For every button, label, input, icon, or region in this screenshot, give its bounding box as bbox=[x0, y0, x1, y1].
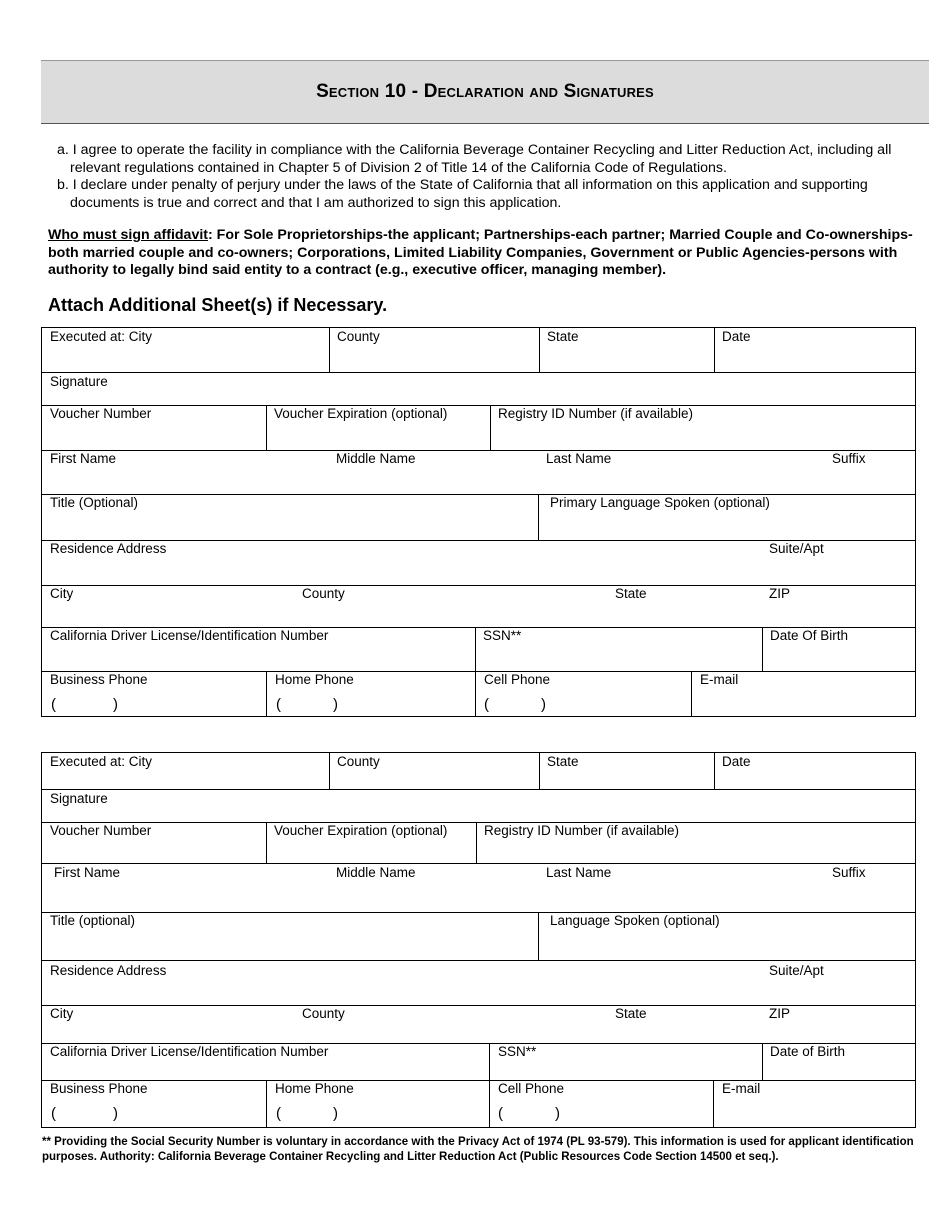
form2-business-phone-label: Business Phone bbox=[50, 1081, 148, 1096]
declaration-a: a. I agree to operate the facility in compliance with the California Beverage Container Recycling and Litter Reduction Act, including all relevant regulations contained in Chapter 5 of Division 2 of Title 14 of the California Code of Regulations. bbox=[57, 142, 892, 176]
form2-title-label: Title (optional) bbox=[50, 913, 136, 928]
form1-license-field[interactable] bbox=[42, 628, 475, 671]
form2-row-title bbox=[42, 913, 915, 961]
form1-row-voucher bbox=[42, 406, 915, 451]
form1-state2-label: State bbox=[615, 586, 647, 601]
section-header bbox=[41, 60, 929, 124]
form1-signature-field[interactable] bbox=[42, 373, 915, 406]
form2-title-field[interactable] bbox=[42, 913, 538, 960]
form1-voucher-expiration-label: Voucher Expiration (optional) bbox=[274, 406, 448, 421]
form1-row-title bbox=[42, 495, 915, 541]
form2-cell-paren-open: ( bbox=[498, 1105, 503, 1122]
form2-cell-phone-label: Cell Phone bbox=[498, 1081, 565, 1096]
form2-business-paren-open: ( bbox=[51, 1105, 56, 1122]
form2-name-field[interactable] bbox=[42, 864, 915, 913]
form2-email-field[interactable] bbox=[713, 1081, 915, 1127]
form1-registry-id-label: Registry ID Number (if available) bbox=[498, 406, 694, 421]
form2-state-field[interactable] bbox=[539, 753, 714, 789]
form1-signature-label: Signature bbox=[50, 374, 108, 389]
form2-home-paren-close: ) bbox=[333, 1105, 338, 1122]
form2-residence-field[interactable] bbox=[42, 961, 915, 1006]
form1-city-field[interactable] bbox=[42, 328, 329, 372]
form1-cell-phone-field[interactable] bbox=[475, 672, 691, 716]
form2-city2-label: City bbox=[50, 1006, 74, 1021]
form1-voucher-number-label: Voucher Number bbox=[50, 406, 152, 421]
form1-city-label: Executed at: City bbox=[50, 329, 153, 344]
form2-dob-field[interactable] bbox=[762, 1044, 915, 1080]
form2-county2-label: County bbox=[302, 1006, 345, 1021]
form2-date-field[interactable] bbox=[714, 753, 915, 789]
form1-home-paren-close: ) bbox=[333, 696, 338, 713]
declaration-b: b. I declare under penalty of perjury under the laws of the State of California that all information on this application and supporting documents is true and correct and that I am authorized to sign this application. bbox=[57, 177, 868, 211]
form2-row-phone bbox=[42, 1081, 915, 1127]
form2-registry-id-field[interactable] bbox=[476, 823, 915, 863]
form1-city-row-field[interactable] bbox=[42, 586, 915, 628]
form2-ssn-field[interactable] bbox=[489, 1044, 762, 1080]
form1-business-phone-label: Business Phone bbox=[50, 672, 148, 687]
who-must-sign-label: Who must sign affidavit bbox=[48, 227, 209, 243]
form1-city2-label: City bbox=[50, 586, 74, 601]
form1-registry-id-field[interactable] bbox=[490, 406, 915, 450]
form2-row-voucher bbox=[42, 823, 915, 864]
form1-date-field[interactable] bbox=[714, 328, 915, 372]
form2-row-executed bbox=[42, 753, 915, 790]
attach-note: Attach Additional Sheet(s) if Necessary. bbox=[48, 295, 388, 315]
form2-voucher-expiration-field[interactable] bbox=[266, 823, 476, 863]
form2-first-name-label: First Name bbox=[54, 865, 121, 880]
form1-date-label: Date bbox=[722, 329, 751, 344]
form2-suite-label: Suite/Apt bbox=[769, 963, 824, 978]
form2-home-paren-open: ( bbox=[276, 1105, 281, 1122]
form1-dob-label: Date Of Birth bbox=[770, 628, 849, 643]
form1-county2-label: County bbox=[302, 586, 345, 601]
form2-cell-phone-field[interactable] bbox=[489, 1081, 713, 1127]
form2-signature-field[interactable] bbox=[42, 790, 915, 823]
form2-registry-id-label: Registry ID Number (if available) bbox=[484, 823, 680, 838]
form2-voucher-number-field[interactable] bbox=[42, 823, 266, 863]
form1-title-label: Title (Optional) bbox=[50, 495, 139, 510]
form1-voucher-expiration-field[interactable] bbox=[266, 406, 490, 450]
section-title: Section 10 - Declaration and Signatures bbox=[316, 81, 654, 102]
form2-city-field[interactable] bbox=[42, 753, 329, 789]
form2-language-field[interactable] bbox=[538, 913, 915, 960]
form1-voucher-number-field[interactable] bbox=[42, 406, 266, 450]
form1-ssn-field[interactable] bbox=[475, 628, 762, 671]
form1-home-paren-open: ( bbox=[276, 696, 281, 713]
form2-city-row-field[interactable] bbox=[42, 1006, 915, 1044]
who-must-sign-text: : For Sole Proprietorships-the applicant; Partnerships-each partner; Married Couple and Co-ownerships-both married couple and co-owners; Corporations, Limited Liability Companies, Government or Public Agencies-persons with authority to legally bind said entity to a contract (e.g., executive officer, managing member). bbox=[48, 227, 913, 278]
form2-cell-paren-close: ) bbox=[555, 1105, 560, 1122]
form1-row-executed bbox=[42, 328, 915, 373]
form1-cell-phone-label: Cell Phone bbox=[484, 672, 551, 687]
form2-zip-label: ZIP bbox=[769, 1006, 791, 1021]
form1-home-phone-label: Home Phone bbox=[275, 672, 354, 687]
form1-language-field[interactable] bbox=[538, 495, 915, 540]
form2-business-paren-close: ) bbox=[113, 1105, 118, 1122]
form1-state-label: State bbox=[547, 329, 579, 344]
form1-email-field[interactable] bbox=[691, 672, 915, 716]
declaration-list bbox=[57, 142, 917, 212]
form1-business-paren-open: ( bbox=[51, 696, 56, 713]
form1-row-phone bbox=[42, 672, 915, 716]
form1-last-name-label: Last Name bbox=[546, 451, 612, 466]
form2-email-label: E-mail bbox=[722, 1081, 761, 1096]
form2-dob-label: Date of Birth bbox=[770, 1044, 846, 1059]
form2-ssn-label: SSN** bbox=[498, 1044, 537, 1059]
form2-county-label: County bbox=[337, 754, 380, 769]
form1-state-field[interactable] bbox=[539, 328, 714, 372]
form1-name-field[interactable] bbox=[42, 451, 915, 495]
form2-voucher-number-label: Voucher Number bbox=[50, 823, 152, 838]
form2-license-field[interactable] bbox=[42, 1044, 489, 1080]
form1-ssn-label: SSN** bbox=[483, 628, 522, 643]
form1-business-phone-field[interactable] bbox=[42, 672, 266, 716]
form2-date-label: Date bbox=[722, 754, 751, 769]
form1-county-label: County bbox=[337, 329, 380, 344]
signature-form-1 bbox=[41, 327, 916, 717]
form1-residence-label: Residence Address bbox=[50, 541, 167, 556]
form1-title-field[interactable] bbox=[42, 495, 538, 540]
form1-business-paren-close: ) bbox=[113, 696, 118, 713]
form1-middle-name-label: Middle Name bbox=[336, 451, 416, 466]
form2-business-phone-field[interactable] bbox=[42, 1081, 266, 1127]
form1-dob-field[interactable] bbox=[762, 628, 915, 671]
signature-form-2 bbox=[41, 752, 916, 1128]
form2-language-label: Language Spoken (optional) bbox=[550, 913, 720, 928]
form1-suffix-label: Suffix bbox=[832, 451, 866, 466]
form1-county-field[interactable] bbox=[329, 328, 539, 372]
who-must-sign bbox=[48, 227, 928, 280]
form2-state-label: State bbox=[547, 754, 579, 769]
form1-row-license bbox=[42, 628, 915, 672]
form2-city-label: Executed at: City bbox=[50, 754, 153, 769]
form1-first-name-label: First Name bbox=[50, 451, 117, 466]
form2-residence-label: Residence Address bbox=[50, 963, 167, 978]
form2-voucher-expiration-label: Voucher Expiration (optional) bbox=[274, 823, 448, 838]
footnote: ** Providing the Social Security Number is voluntary in accordance with the Privacy Act of 1974 (PL 93-579). This information is used for applicant identification purposes. Authority: California Beverage Container Recycling and Litter Reduction Act (Public Resources Code Section 14500 et seq.). bbox=[42, 1136, 914, 1163]
form2-home-phone-label: Home Phone bbox=[275, 1081, 354, 1096]
form1-residence-field[interactable] bbox=[42, 541, 915, 586]
form1-license-label: California Driver License/Identification Number bbox=[50, 628, 329, 643]
form2-license-label: California Driver License/Identification Number bbox=[50, 1044, 329, 1059]
form2-row-license bbox=[42, 1044, 915, 1081]
form1-cell-paren-close: ) bbox=[541, 696, 546, 713]
form1-cell-paren-open: ( bbox=[484, 696, 489, 713]
form2-county-field[interactable] bbox=[329, 753, 539, 789]
form2-suffix-label: Suffix bbox=[832, 865, 866, 880]
form1-email-label: E-mail bbox=[700, 672, 739, 687]
form2-last-name-label: Last Name bbox=[546, 865, 612, 880]
form2-home-phone-field[interactable] bbox=[266, 1081, 489, 1127]
form1-zip-label: ZIP bbox=[769, 586, 791, 601]
form2-middle-name-label: Middle Name bbox=[336, 865, 416, 880]
form1-language-label: Primary Language Spoken (optional) bbox=[550, 495, 770, 510]
form2-state2-label: State bbox=[615, 1006, 647, 1021]
form2-signature-label: Signature bbox=[50, 791, 108, 806]
form1-home-phone-field[interactable] bbox=[266, 672, 475, 716]
form1-suite-label: Suite/Apt bbox=[769, 541, 824, 556]
